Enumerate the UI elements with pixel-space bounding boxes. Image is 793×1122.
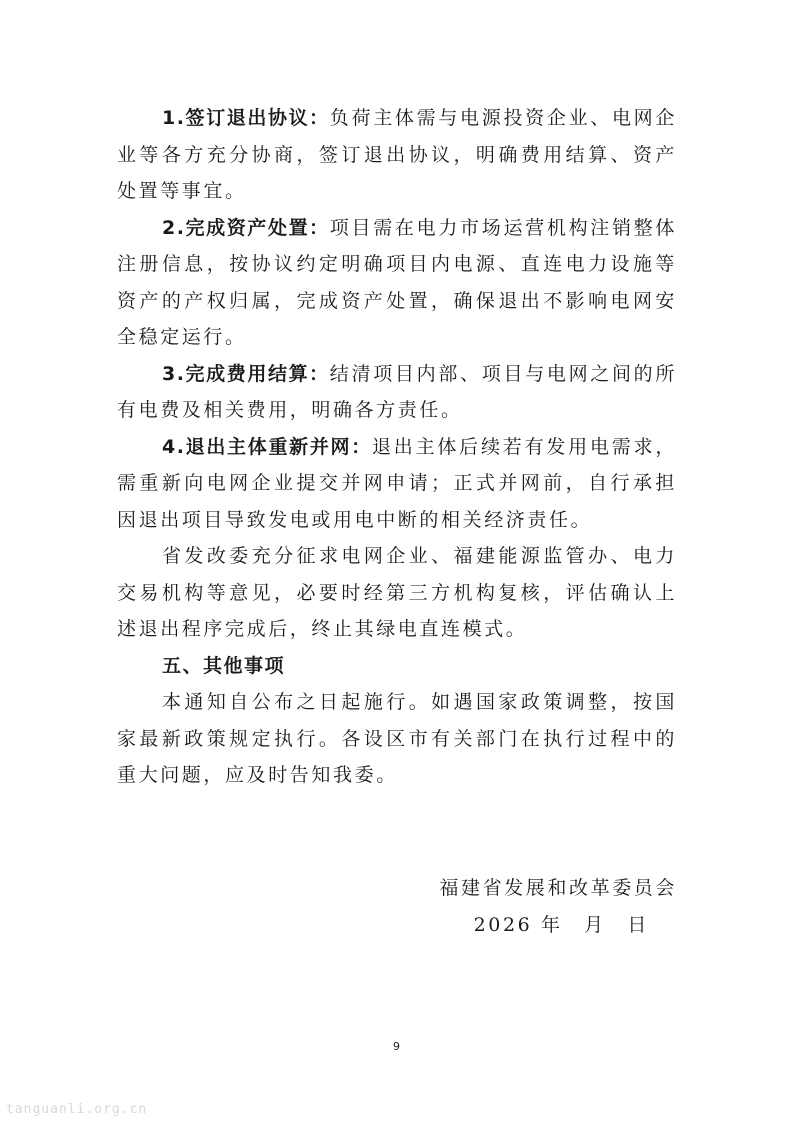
item-3-paragraph — [117, 356, 677, 429]
item-2-paragraph — [117, 210, 677, 356]
page-number: 9 — [393, 1040, 400, 1053]
watermark-text: tanguanli.org.cn — [6, 1102, 148, 1117]
document-body — [117, 100, 677, 794]
item-1-lead: 1.签订退出协议： — [162, 107, 330, 129]
section-heading: 五、其他事项 — [162, 654, 286, 677]
signature-organization: 福建省发展和改革委员会 — [439, 877, 677, 899]
item-1-text: 负荷主体需与电源投资企业、电网企业等各方充分协商，签订退出协议，明确费用结算、资产处置等事宜。 — [117, 107, 677, 202]
closing-paragraph: 本通知自公布之日起施行。如遇国家政策调整，按国家最新政策规定执行。各设区市有关部门在执行过程中的重大问题，应及时告知我委。 — [117, 691, 677, 786]
item-4-paragraph — [117, 429, 677, 539]
item-4-text: 退出主体后续若有发用电需求，需重新向电网企业提交并网申请；正式并网前，自行承担因退出项目导致发电或用电中断的相关经济责任。 — [117, 435, 677, 531]
review-paragraph: 省发改委充分征求电网企业、福建能源监管办、电力交易机构等意见，必要时经第三方机构复核，评估确认上述退出程序完成后，终止其绿电直连模式。 — [117, 545, 677, 640]
item-2-lead: 2.完成资产处置： — [162, 216, 330, 239]
item-3-text: 结清项目内部、项目与电网之间的所有电费及相关费用，明确各方责任。 — [117, 362, 677, 421]
signature-date: 2026 年 月 日 — [473, 914, 649, 936]
item-3-lead: 3.完成费用结算： — [162, 362, 330, 385]
item-1-paragraph — [117, 100, 677, 210]
item-2-text: 项目需在电力市场运营机构注销整体注册信息，按协议约定明确项目内电源、直连电力设施等资产的产权归属，完成资产处置，确保退出不影响电网安全稳定运行。 — [117, 216, 677, 348]
item-4-lead: 4.退出主体重新并网： — [162, 435, 372, 458]
